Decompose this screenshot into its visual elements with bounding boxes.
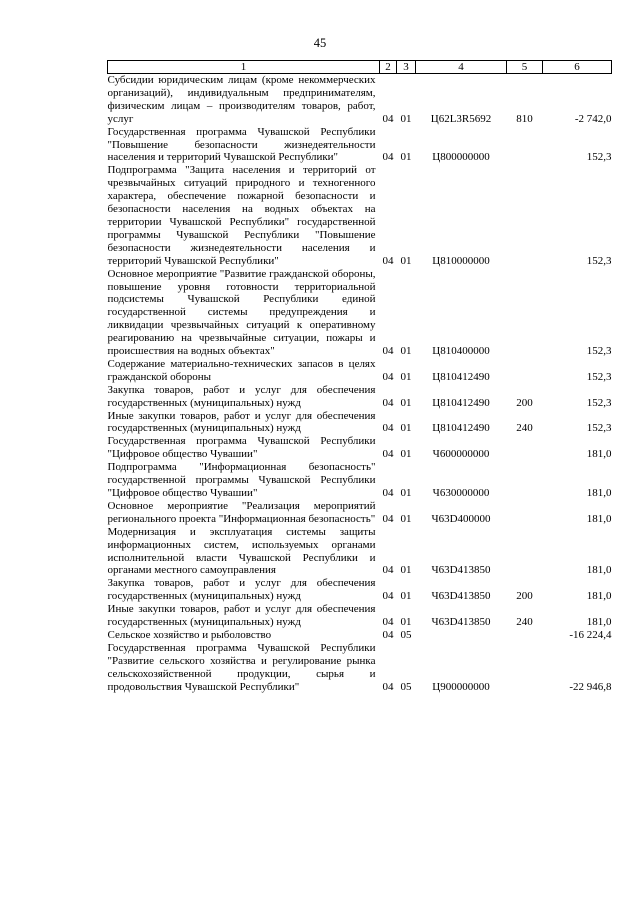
- row-amount: -22 946,8: [569, 680, 612, 693]
- row-target-article: Ц800000000: [432, 151, 490, 164]
- row-expense-type: [507, 268, 543, 358]
- row-target-article: Ч630000000: [432, 487, 490, 499]
- row-amount: 152,3: [586, 370, 612, 383]
- header-col-4: 4: [416, 61, 507, 74]
- row-subsection: 01: [400, 345, 412, 358]
- row-amount: 181,0: [586, 448, 612, 461]
- row-target-article: Ц62L3R5692: [430, 112, 492, 125]
- table-row: [108, 164, 612, 267]
- table-row: [108, 384, 612, 410]
- row-expense-type: [507, 461, 543, 500]
- row-subsection: 01: [400, 396, 412, 409]
- row-name: Государственная программа Чувашской Республики "Повышение безопасности жизнедеятельности населения и территорий Чувашской Республики": [107, 125, 376, 164]
- row-section: 04: [382, 422, 394, 435]
- row-expense-type: [507, 164, 543, 267]
- row-subsection: 01: [400, 564, 412, 577]
- row-section: 04: [382, 564, 394, 577]
- row-amount: 152,3: [586, 151, 612, 164]
- header-col-5: 5: [507, 61, 543, 74]
- row-expense-type: 240: [516, 422, 533, 435]
- row-section: 04: [382, 112, 394, 125]
- row-section: 04: [382, 512, 394, 525]
- row-target-article: Ц810412490: [432, 422, 490, 435]
- row-name: Основное мероприятие "Реализация мероприятий регионального проекта "Информационная безопасность": [107, 499, 376, 525]
- row-amount: 181,0: [586, 487, 612, 499]
- row-name: Содержание материально-технических запасов в целях гражданской обороны: [107, 357, 376, 383]
- row-section: 04: [382, 151, 394, 164]
- row-expense-type: 200: [516, 590, 533, 603]
- row-target-article: Ч600000000: [432, 448, 490, 461]
- row-expense-type: [507, 500, 543, 526]
- row-target-article: Ц810412490: [432, 370, 490, 383]
- header-col-1: 1: [108, 61, 380, 74]
- table-row: [108, 268, 612, 358]
- row-subsection: 01: [400, 590, 412, 603]
- table-row: [108, 500, 612, 526]
- header-col-6: 6: [543, 61, 612, 74]
- table-row: [108, 358, 612, 384]
- row-expense-type: 810: [516, 112, 533, 125]
- row-name: Подпрограмма "Защита населения и территорий от чрезвычайных ситуаций природного и техногенного характера, обеспечение пожарной безопасности и безопасности населения на водных объектах на территории Чувашской Республики" государственной программы Чувашской Республики "Повышение безопасности жизнедеятельности населения и территорий Чувашской Республики": [107, 164, 376, 267]
- row-expense-type: [507, 642, 543, 694]
- row-target-article: Ч63D413850: [431, 590, 491, 603]
- table-row: [108, 435, 612, 461]
- row-expense-type: [507, 629, 543, 642]
- table-row: [108, 642, 612, 694]
- row-amount: 181,0: [586, 512, 612, 525]
- row-amount: 152,3: [586, 422, 612, 435]
- table-row: [108, 603, 612, 629]
- row-name: Модернизация и эксплуатация системы защиты информационных систем, используемых органами исполнительной власти Чувашской Республики и органами местного самоуправления: [107, 525, 376, 577]
- row-amount: -16 224,4: [569, 628, 612, 641]
- row-target-article: Ч63D413850: [431, 564, 491, 577]
- row-section: 04: [382, 680, 394, 693]
- row-subsection: 01: [400, 370, 412, 383]
- row-target-article: Ц900000000: [432, 680, 490, 693]
- row-target-article: [416, 629, 507, 642]
- row-subsection: 01: [400, 112, 412, 125]
- row-name: Иные закупки товаров, работ и услуг для обеспечения государственных (муниципальных) нужд: [107, 603, 376, 629]
- row-amount: 152,3: [586, 345, 612, 358]
- row-section: 04: [382, 254, 394, 267]
- row-subsection: 01: [400, 422, 412, 435]
- row-expense-type: 240: [516, 616, 533, 629]
- row-section: 04: [382, 628, 394, 641]
- row-amount: 181,0: [586, 590, 612, 603]
- table-row: [108, 577, 612, 603]
- row-subsection: 05: [400, 680, 412, 693]
- row-subsection: 01: [400, 151, 412, 164]
- header-row: [108, 61, 612, 74]
- table-row: [108, 461, 612, 500]
- row-name: Подпрограмма "Информационная безопасность" государственной программы Чувашской Республики "Цифровое общество Чувашии": [107, 461, 376, 499]
- row-name: Государственная программа Чувашской Республики "Развитие сельского хозяйства и регулирование рынка сельскохозяйственной продукции, сырья и продовольствия Чувашской Республики": [107, 641, 376, 693]
- row-expense-type: [507, 526, 543, 578]
- row-name: Субсидии юридическим лицам (кроме некоммерческих организаций), индивидуальным предпринимателям, физическим лицам – производителям товаров, работ, услуг: [107, 74, 376, 125]
- row-subsection: 05: [400, 628, 412, 641]
- header-col-2: 2: [380, 61, 397, 74]
- row-name: Закупка товаров, работ и услуг для обеспечения государственных (муниципальных) нужд: [107, 577, 376, 603]
- row-expense-type: 200: [516, 396, 533, 409]
- row-amount: 152,3: [586, 254, 612, 267]
- row-section: 04: [382, 345, 394, 358]
- row-section: 04: [382, 448, 394, 461]
- header-col-3: 3: [397, 61, 416, 74]
- page-number: 45: [313, 36, 327, 50]
- table-row: [108, 526, 612, 578]
- row-amount: 152,3: [586, 396, 612, 409]
- row-expense-type: [507, 435, 543, 461]
- row-target-article: Ч63D400000: [431, 512, 491, 525]
- table-header: [108, 61, 612, 74]
- row-subsection: 01: [400, 616, 412, 629]
- row-amount: -2 742,0: [574, 112, 612, 125]
- row-amount: 181,0: [586, 564, 612, 577]
- row-name: Основное мероприятие "Развитие гражданской обороны, повышение уровня готовности территориальной подсистемы Чувашской Республики единой государственной системы предупреждения и ликвидации чрезвычайных ситуаций к оперативному реагированию на чрезвычайные ситуации, пожары и происшествия на водных объектах": [107, 267, 376, 358]
- row-amount: 181,0: [586, 616, 612, 629]
- row-name: Государственная программа Чувашской Республики "Цифровое общество Чувашии": [107, 435, 376, 461]
- row-expense-type: [507, 358, 543, 384]
- table-row: [108, 410, 612, 436]
- row-subsection: 01: [400, 448, 412, 461]
- row-subsection: 01: [400, 487, 412, 499]
- row-name: Закупка товаров, работ и услуг для обеспечения государственных (муниципальных) нужд: [107, 383, 376, 409]
- budget-table: [107, 60, 612, 694]
- row-subsection: 01: [400, 254, 412, 267]
- row-target-article: Ц810000000: [432, 254, 490, 267]
- row-expense-type: [507, 126, 543, 165]
- table-row: [108, 74, 612, 126]
- row-target-article: Ч63D413850: [431, 616, 491, 629]
- row-section: 04: [382, 396, 394, 409]
- table-row: [108, 126, 612, 165]
- row-section: 04: [382, 590, 394, 603]
- row-target-article: Ц810412490: [432, 396, 490, 409]
- table-row: [108, 629, 612, 642]
- row-section: 04: [382, 370, 394, 383]
- row-target-article: Ц810400000: [432, 345, 490, 358]
- row-section: 04: [382, 487, 394, 499]
- row-name: Сельское хозяйство и рыболовство: [107, 628, 272, 641]
- row-section: 04: [382, 616, 394, 629]
- row-name: Иные закупки товаров, работ и услуг для обеспечения государственных (муниципальных) нужд: [107, 409, 376, 435]
- row-subsection: 01: [400, 512, 412, 525]
- table-body: [108, 74, 612, 694]
